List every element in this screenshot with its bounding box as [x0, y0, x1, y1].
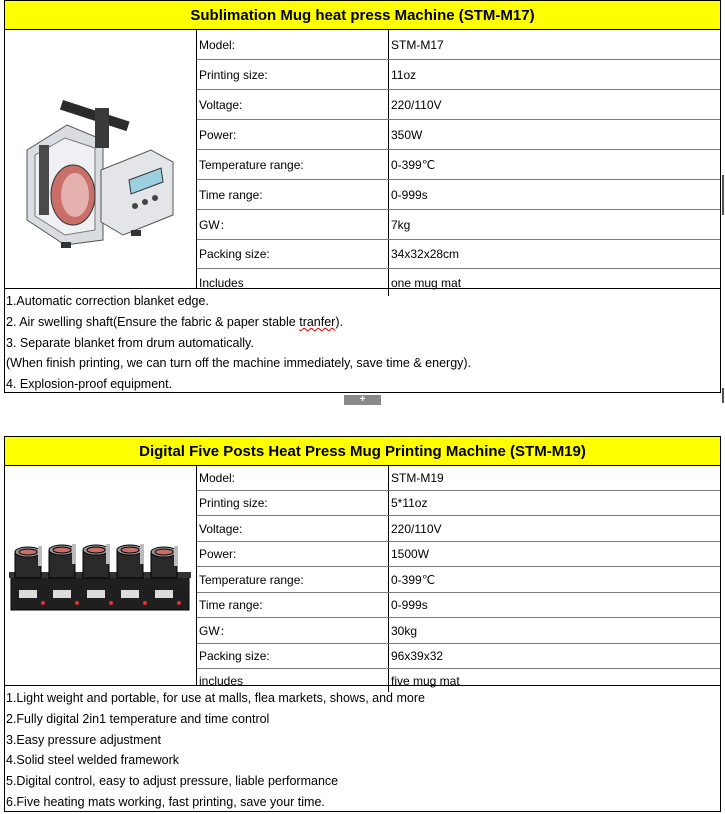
- spec-row-voltage: [197, 516, 720, 542]
- spec-label: Power:: [197, 120, 389, 149]
- product-title: Sublimation Mug heat press Machine (STM-M17): [5, 1, 720, 30]
- spec-label: Voltage:: [197, 90, 389, 119]
- feature-item: 2.Fully digital 2in1 temperature and time control: [6, 711, 270, 726]
- feature-item: 5.Digital control, easy to adjust pressure, liable performance: [6, 774, 339, 789]
- spec-label: GW：: [197, 618, 389, 643]
- spec-row-power: [197, 120, 720, 150]
- spec-value: 1500W: [391, 547, 430, 561]
- spec-row-printing-size: [197, 491, 720, 516]
- feature-item: [6, 312, 720, 333]
- spec-label: Voltage:: [197, 516, 389, 541]
- spec-row-gw: [197, 618, 720, 644]
- feature-item: 3.Easy pressure adjustment: [6, 732, 161, 747]
- spec-value: one mug mat: [391, 275, 462, 290]
- spec-value: 34x32x28cm: [391, 247, 460, 261]
- spec-value: five mug mat: [391, 673, 460, 688]
- spec-value: 0-399℃: [391, 157, 436, 172]
- spec-row-model: [197, 466, 720, 491]
- feature-text-end: ).: [335, 314, 343, 329]
- spec-label: Power:: [197, 542, 389, 566]
- spec-row-time: [197, 593, 720, 618]
- spec-value: 350W: [391, 127, 423, 142]
- feature-item: (When finish printing, we can turn off the machine immediately, save time & energy).: [6, 356, 472, 371]
- spec-label: Model:: [197, 30, 389, 59]
- five-post-press-illustration: [5, 466, 196, 685]
- product-photo-mug-press: [5, 30, 197, 288]
- spec-row-temperature: [197, 567, 720, 593]
- spec-label: Printing size:: [197, 60, 389, 89]
- spec-row-includes: [197, 269, 720, 296]
- spec-value: 0-399℃: [391, 572, 436, 587]
- feature-item: 1.Light weight and portable, for use at malls, flea markets, shows, and more: [6, 691, 425, 705]
- product-block-stm-m17: [4, 0, 721, 393]
- spec-value: 11oz: [391, 67, 417, 82]
- expand-button[interactable]: +: [344, 395, 381, 405]
- product-block-stm-m19: [4, 436, 721, 812]
- product-photo-five-post-press: [5, 466, 197, 685]
- feature-text: 2. Air swelling shaft(Ensure the fabric & paper stable: [6, 314, 300, 329]
- feature-list: [5, 289, 720, 395]
- spec-label: Temperature range:: [197, 567, 389, 592]
- spec-value: STM-M19: [391, 471, 444, 485]
- product-title: Digital Five Posts Heat Press Mug Printing Machine (STM-M19): [5, 437, 720, 466]
- spec-label: Packing size:: [197, 240, 389, 268]
- spec-table: [197, 466, 720, 688]
- mug-press-illustration: [5, 30, 196, 288]
- spec-value: 220/110V: [391, 521, 442, 536]
- spec-row-packing: [197, 644, 720, 669]
- spec-label: includes: [197, 669, 389, 692]
- spec-row-model: [197, 30, 720, 60]
- spec-value: 7kg: [391, 217, 411, 232]
- spec-value: 30kg: [391, 623, 418, 638]
- feature-list: [5, 686, 720, 813]
- spec-row-temperature: [197, 150, 720, 180]
- spec-value: STM-M17: [391, 37, 444, 52]
- spec-label: Temperature range:: [197, 150, 389, 179]
- feature-item: 4.Solid steel welded framework: [6, 753, 179, 768]
- spec-value: 96x39x32: [391, 649, 444, 663]
- spelling-flag: tranfer: [299, 314, 336, 329]
- spec-label: Time range:: [197, 593, 389, 617]
- spec-row-packing: [197, 240, 720, 269]
- spec-label: Packing size:: [197, 644, 389, 668]
- spec-value: 0-999s: [391, 187, 428, 202]
- spec-table: [197, 30, 720, 288]
- spec-value: 5*11oz: [391, 496, 428, 510]
- spec-label: Time range:: [197, 180, 389, 209]
- edge-marker: [722, 388, 724, 403]
- spec-label: Includes: [197, 269, 389, 296]
- feature-item: 1.Automatic correction blanket edge.: [6, 294, 209, 308]
- spec-row-voltage: [197, 90, 720, 120]
- feature-item: 6.Five heating mats working, fast printing, save your time.: [6, 794, 325, 809]
- feature-item: 3. Separate blanket from drum automatically.: [6, 335, 254, 350]
- edge-marker: [722, 175, 724, 215]
- spec-label: GW：: [197, 210, 389, 239]
- spec-label: Printing size:: [197, 491, 389, 515]
- spec-label: Model:: [197, 466, 389, 490]
- feature-item: 4. Explosion-proof equipment.: [6, 377, 173, 392]
- spec-value: 0-999s: [391, 598, 428, 612]
- spec-row-time: [197, 180, 720, 210]
- spec-row-printing-size: [197, 60, 720, 90]
- spec-value: 220/110V: [391, 97, 442, 112]
- spec-row-power: [197, 542, 720, 567]
- spec-row-gw: [197, 210, 720, 240]
